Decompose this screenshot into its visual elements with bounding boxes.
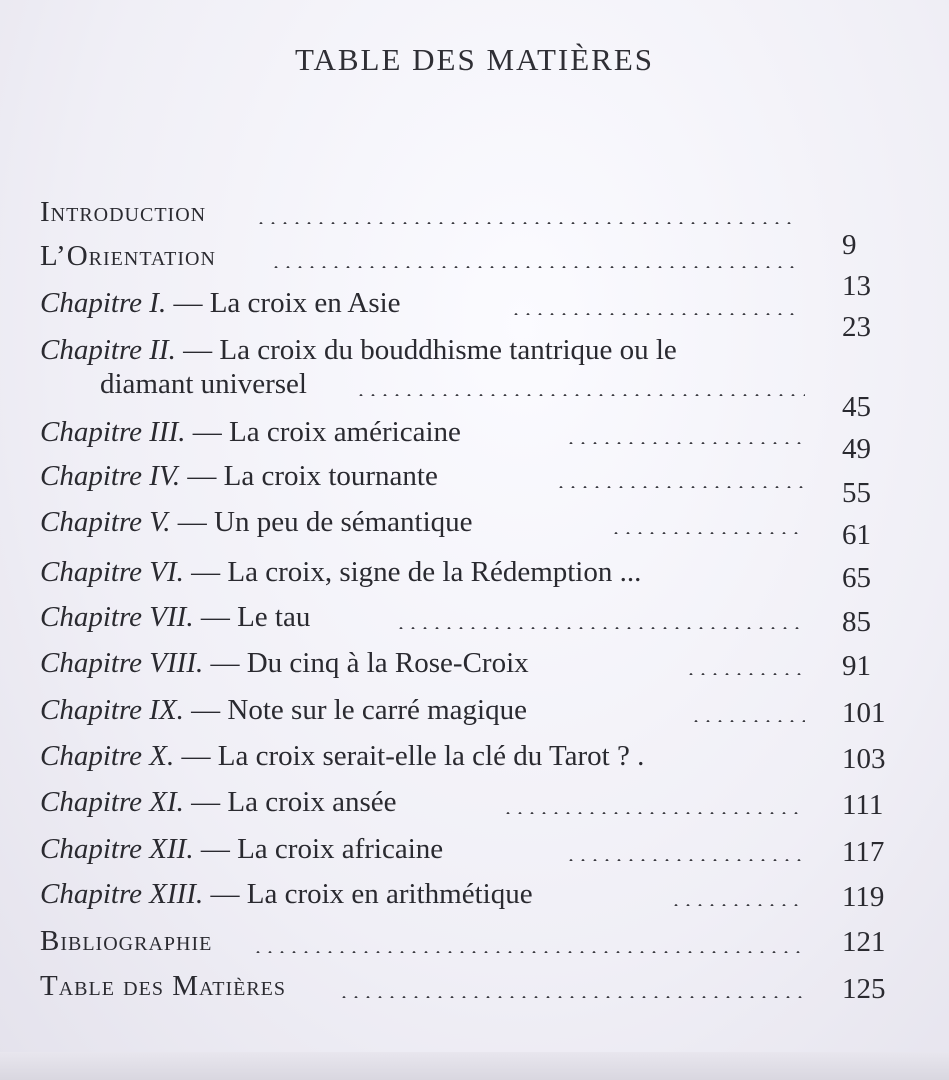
page-number: 119 [842, 881, 885, 913]
entry-title: — La croix en arithmétique [203, 878, 533, 910]
dot-leader [565, 859, 805, 861]
chapter-number: Chapitre IV. [40, 460, 181, 492]
chapter-number: Chapitre V. [40, 506, 171, 538]
chapter-number: Chapitre III. [40, 416, 186, 448]
entry-title: — Le tau [193, 601, 311, 633]
page-number: 91 [842, 650, 871, 682]
dot-leader [252, 951, 805, 953]
page-number: 13 [842, 270, 871, 302]
entry-title: — La croix tournante [180, 460, 438, 492]
dot-leader [270, 266, 795, 268]
entry-title: Table des Matières [40, 970, 286, 1002]
dot-leader [670, 904, 805, 906]
page-number: 9 [842, 229, 857, 261]
entry-title: — Du cinq à la Rose-Croix [203, 647, 529, 679]
page-number: 23 [842, 311, 871, 343]
entry-title-continued: diamant universel [100, 368, 307, 400]
chapter-number: Chapitre XI. [40, 786, 184, 818]
entry-title: — La croix, signe de la Rédemption ... [183, 556, 642, 588]
dot-leader [685, 673, 805, 675]
entry-title: — La croix américaine [185, 416, 461, 448]
entry-title: — Note sur le carré magique [183, 694, 527, 726]
chapter-number: Chapitre I. [40, 287, 167, 319]
entry-title: — La croix du bouddhisme tantrique ou le [175, 334, 677, 366]
entry-title: — La croix ansée [183, 786, 397, 818]
entry-title: — La croix serait-elle la clé du Tarot ? . [174, 740, 645, 772]
chapter-number: Chapitre VIII. [40, 647, 204, 679]
page-number: 65 [842, 562, 871, 594]
dot-leader [395, 627, 805, 629]
chapter-number: Chapitre XIII. [40, 878, 204, 910]
page-number: 125 [842, 973, 886, 1005]
page-number: 103 [842, 743, 886, 775]
chapter-number: Chapitre VI. [40, 556, 184, 588]
entry-title: Introduction [40, 196, 207, 228]
chapter-number: Chapitre X. [40, 740, 175, 772]
chapter-number: Chapitre II. [40, 334, 176, 366]
page-title: TABLE DES MATIÈRES [294, 42, 655, 77]
page-number: 61 [842, 519, 871, 551]
entry-title: L’Orientation [40, 240, 216, 272]
page-number: 85 [842, 606, 871, 638]
entry-title: — Un peu de sémantique [170, 506, 473, 538]
entry-title: — La croix africaine [193, 833, 444, 865]
dot-leader [565, 442, 805, 444]
page-number: 101 [842, 697, 886, 729]
page-number: 55 [842, 477, 871, 509]
dot-leader [502, 812, 805, 814]
page-number: 121 [842, 926, 886, 958]
entry-title: — La croix en Asie [166, 287, 401, 319]
dot-leader [555, 486, 805, 488]
dot-leader [610, 532, 805, 534]
dot-leader [355, 394, 805, 396]
dot-leader [338, 996, 805, 998]
page-number: 117 [842, 836, 885, 868]
chapter-number: Chapitre XII. [40, 833, 194, 865]
dot-leader [255, 222, 795, 224]
page-number: 49 [842, 433, 871, 465]
chapter-number: Chapitre VII. [40, 601, 194, 633]
dot-leader [690, 720, 805, 722]
page-number: 111 [842, 789, 884, 821]
dot-leader [510, 313, 800, 315]
entry-title: Bibliographie [40, 925, 213, 957]
chapter-number: Chapitre IX. [40, 694, 184, 726]
page-number: 45 [842, 391, 871, 423]
page-bottom-edge [0, 1052, 949, 1080]
